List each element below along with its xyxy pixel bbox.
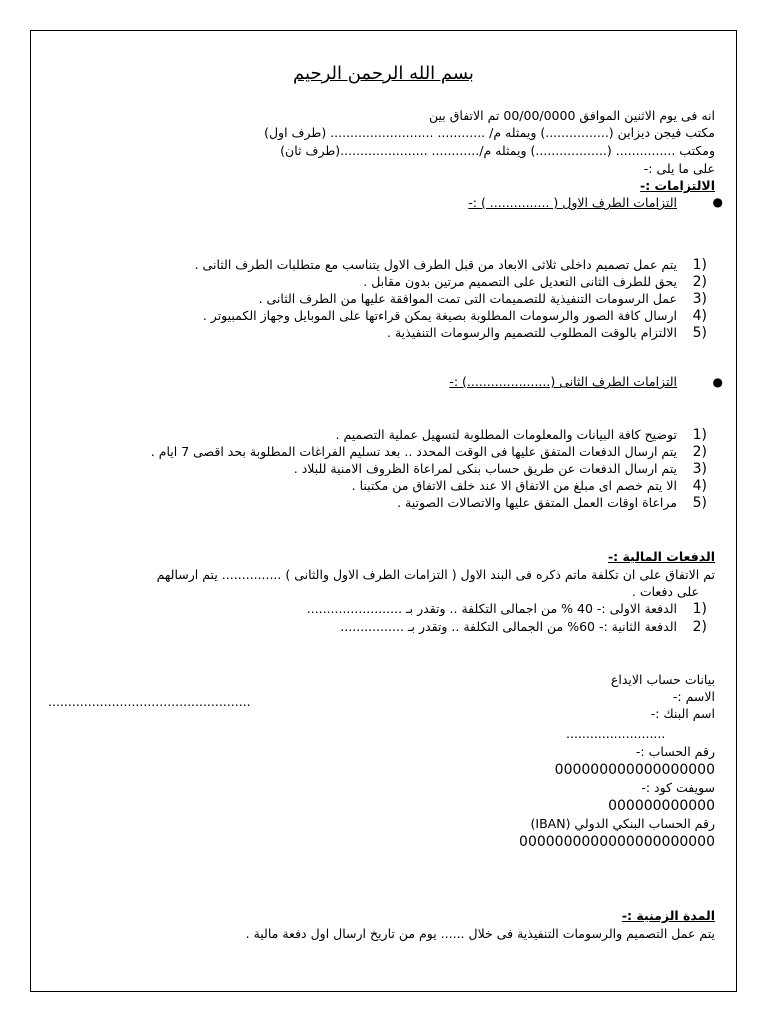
list-item: يتم عمل تصميم داخلى ثلاثى الابعاد من قبل الطرف الاول يتناسب مع متطلبات الطرف الثانى . (194, 257, 677, 272)
list-item: الا يتم خصم اى مبلغ من الاتفاق الا عند خلف الاتفاق من مكتبنا . (351, 478, 677, 493)
payments-line-2: على دفعات . (631, 584, 699, 599)
list-item-number: 5) (692, 325, 707, 341)
list-item-number: 3) (692, 461, 707, 477)
list-item: يحق للطرف الثانى التعديل على التصميم مرتين بدون مقابل . (363, 274, 677, 289)
list-item-number: 1) (692, 427, 707, 443)
bank-label: اسم البنك :- (650, 706, 715, 721)
payment-item-first: الدفعة الاولى :- 40 % من اجمالى التكلفة .. وتقدر بـ ........................ (306, 601, 677, 616)
account-number-value: 000000000000000000 (554, 762, 715, 778)
list-item-number: 4) (692, 308, 707, 324)
list-item-number: 1) (692, 601, 707, 617)
list-item: ارسال كافة الصور والرسومات المطلوبة بصيغة يمكن قراءتها على الموبايل وجهاز الكمبيوتر . (202, 308, 677, 323)
bank-heading: بيانات حساب الايداع (610, 672, 715, 687)
list-item: عمل الرسومات التنفيذية للتصميمات التى تمت الموافقة عليها من الطرف الثانى . (258, 291, 677, 306)
bank-name-label: الاسم :- (672, 689, 715, 704)
duration-heading: المدة الزمنية :- (621, 908, 715, 923)
list-item: توضيح كافة البيانات والمعلومات المطلوبة لتسهيل عملية التصميم . (335, 427, 677, 442)
list-item-number: 5) (692, 495, 707, 511)
bullet-icon: ● (712, 195, 723, 209)
account-number-label: رقم الحساب :- (635, 744, 715, 759)
payments-line-1: تم الاتفاق على ان تكلفة ماتم ذكره فى البند الاول ( التزامات الطرف الاول والثانى ) ............... يتم ارسالهم (156, 567, 715, 582)
list-item-number: 1) (692, 257, 707, 273)
list-item: الالتزام بالوقت المطلوب للتصميم والرسومات التنفيذية . (387, 325, 677, 340)
bank-name-dots: ................................................... (48, 694, 251, 709)
contract-document (30, 30, 737, 992)
swift-value: 000000000000 (608, 798, 715, 814)
list-item-number: 3) (692, 291, 707, 307)
list-item-number: 2) (692, 619, 707, 635)
list-item-number: 2) (692, 444, 707, 460)
intro-agreed-line: على ما يلى :- (643, 161, 715, 176)
first-party-heading: التزامات الطرف الاول ( ............... ) :- (468, 195, 677, 210)
list-item: يتم ارسال الدفعات المتفق عليها فى الوقت المحدد .. بعد تسليم الفراغات المطلوبة بحد اقصى 7 ايام . (150, 444, 677, 459)
payments-heading: الدفعات المالية :- (607, 549, 715, 564)
intro-date-line: انه فى يوم الاثنين الموافق 00/00/0000 تم الاتفاق بين (428, 108, 715, 123)
iban-value: 0000000000000000000000 (519, 834, 715, 850)
bank-dots: ......................... (566, 726, 666, 741)
list-item-number: 2) (692, 274, 707, 290)
document-title: بسم الله الرحمن الرحيم (293, 63, 474, 84)
second-party-heading: التزامات الطرف الثانى (.....................) :- (449, 374, 677, 389)
bullet-icon: ● (712, 375, 723, 389)
swift-label: سويفت كود :- (641, 780, 715, 795)
list-item-number: 4) (692, 478, 707, 494)
list-item: يتم ارسال الدفعات عن طريق حساب بنكى لمراعاة الظروف الامنية للبلاد . (293, 461, 677, 476)
obligations-heading: الالتزامات :- (640, 178, 715, 193)
duration-text: يتم عمل التصميم والرسومات التنفيذية فى خلال ...... يوم من تاريخ ارسال اول دفعة مالية . (245, 926, 715, 941)
iban-label: رقم الحساب البنكي الدولي (IBAN) (530, 816, 715, 831)
intro-party1-line: مكتب فيجن ديزاين (................) ويمثله م/ ............ .......................... (طرف اول) (264, 125, 715, 140)
list-item: مراعاة اوقات العمل المتفق عليها والاتصالات الصوتية . (397, 495, 677, 510)
payment-item-second: الدفعة الثانية :- 60% من الجمالى التكلفة .. وتقدر بـ ................ (340, 619, 677, 634)
intro-party2-line: ومكتب ............... (..................) ويمثله م/............ ......................(طرف ثان) (280, 143, 715, 158)
